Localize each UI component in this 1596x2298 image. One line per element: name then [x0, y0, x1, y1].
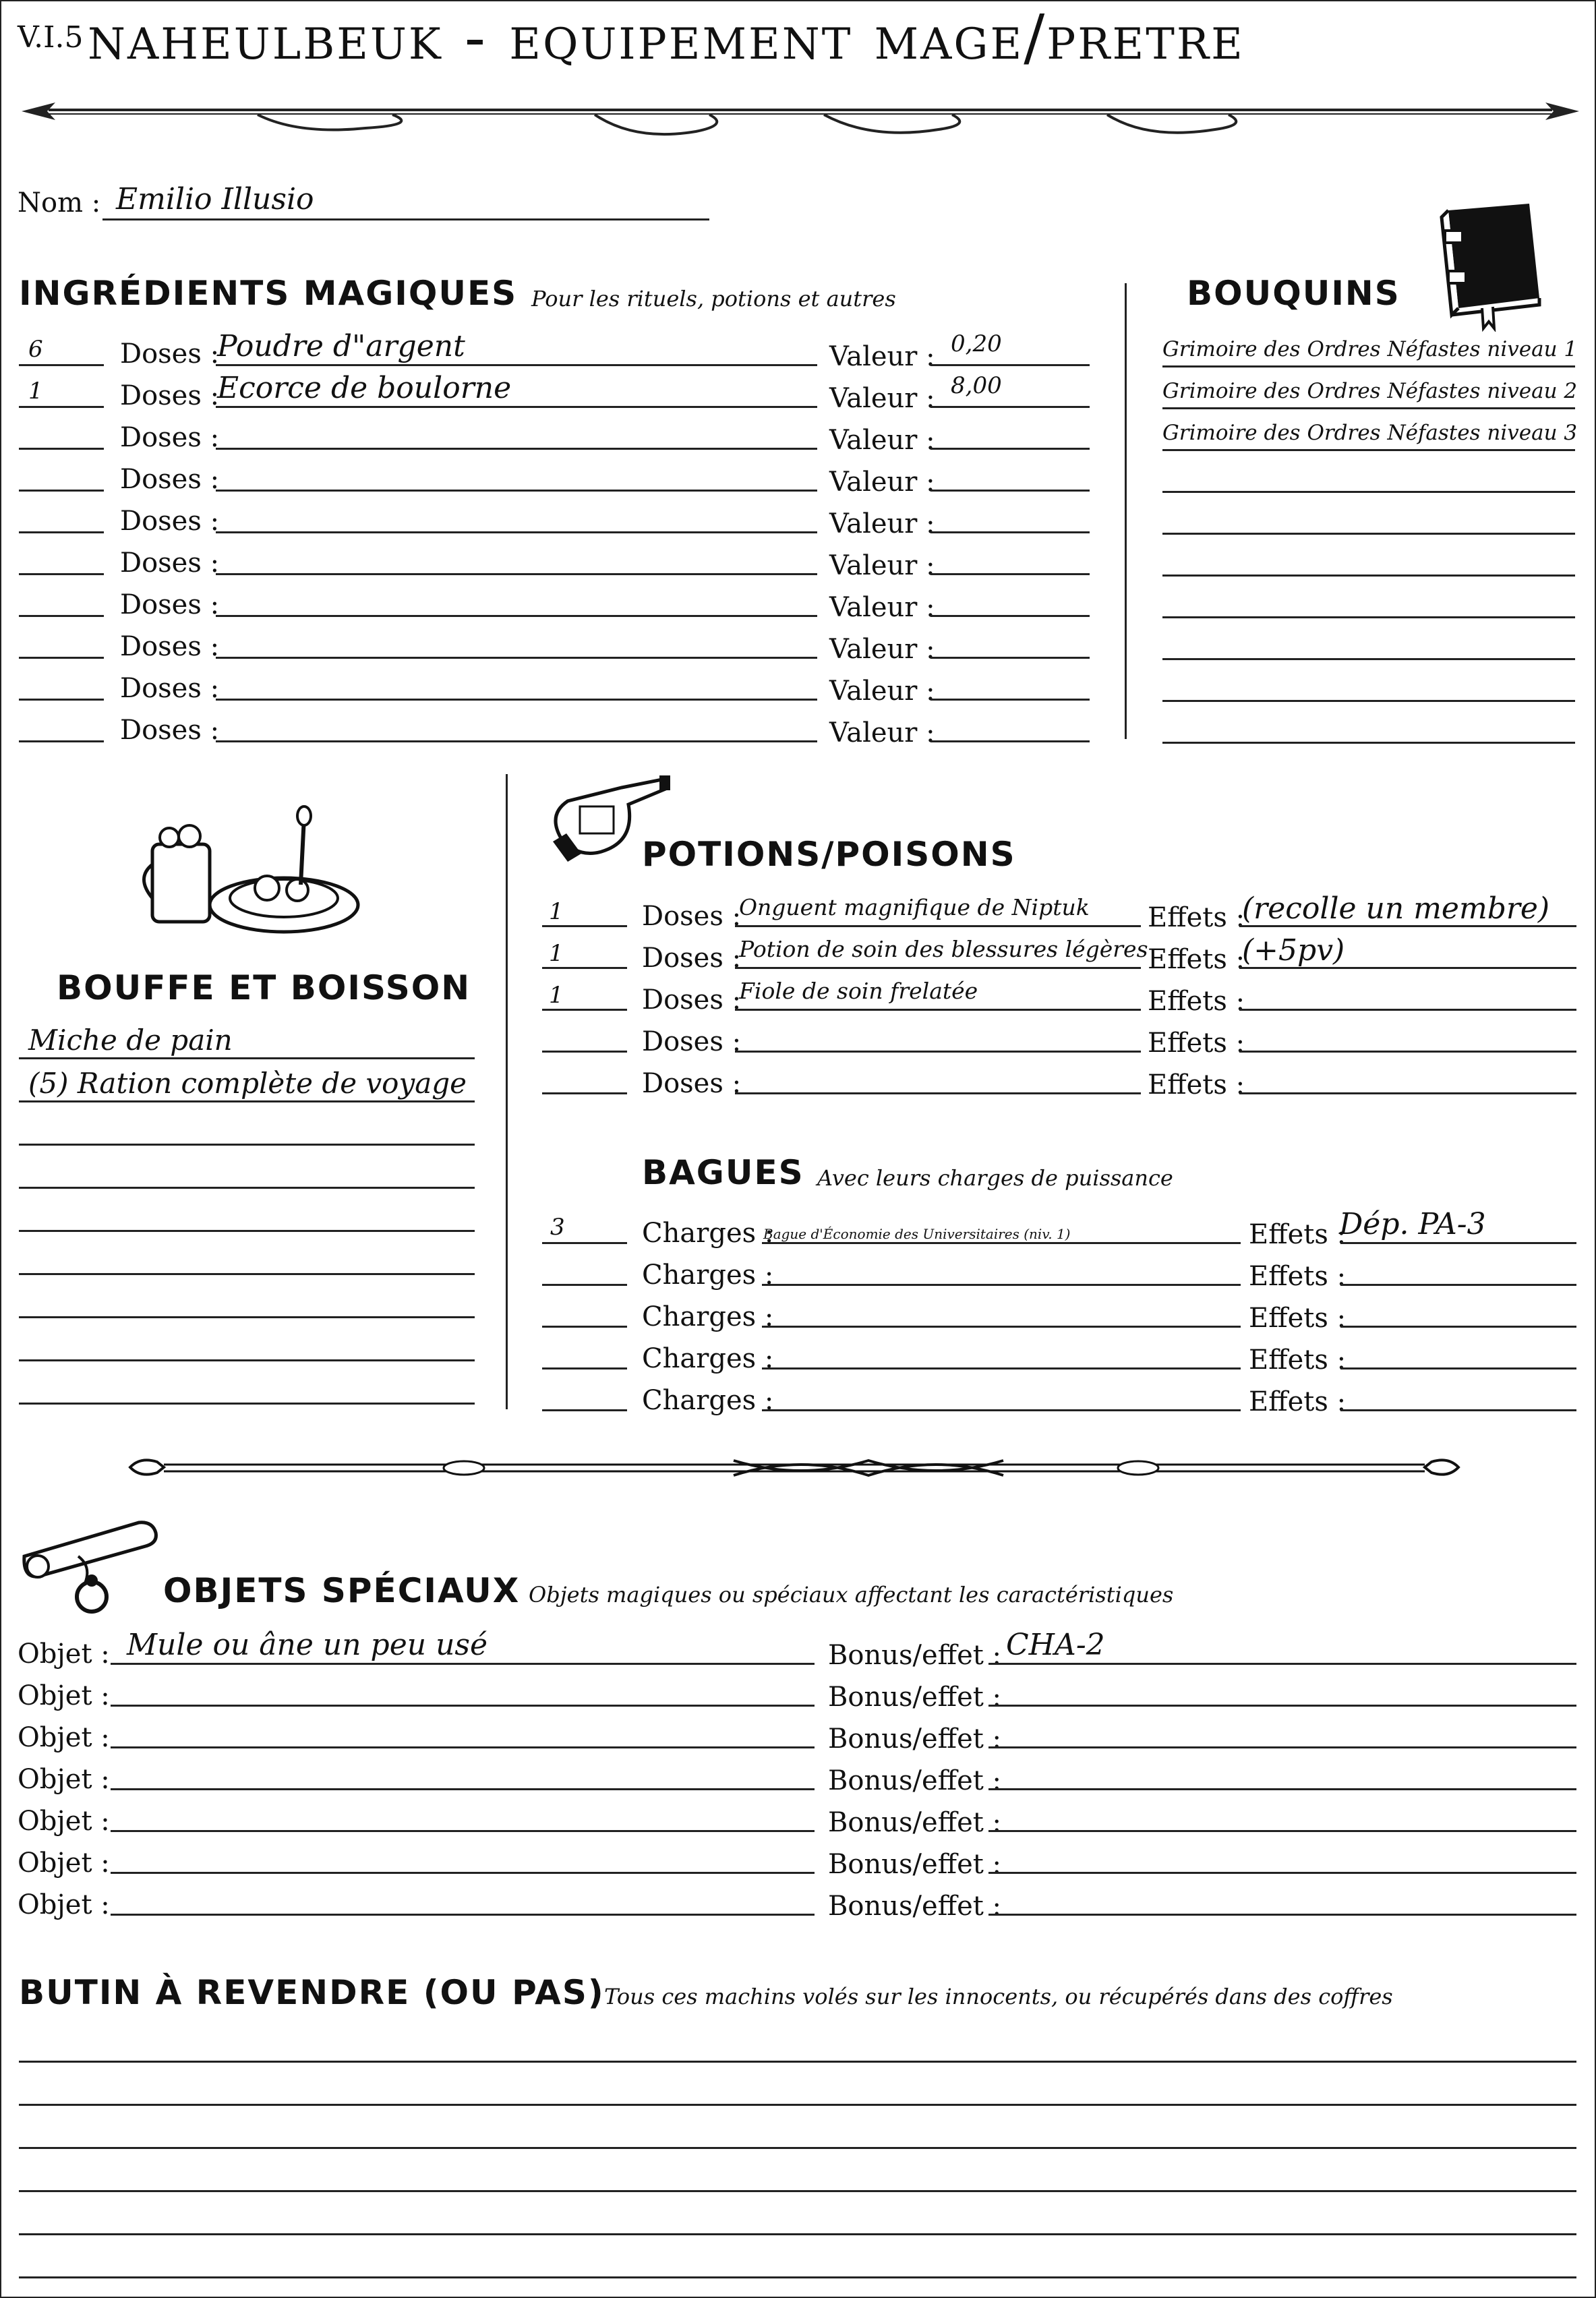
- ingredient-doses-label: Doses :: [120, 715, 220, 746]
- ring-effect-line: [1340, 1284, 1576, 1286]
- potion-name[interactable]: Fiole de soin frelatée: [739, 978, 978, 1004]
- ring-effect-line: [1340, 1409, 1576, 1411]
- object-bonus-line: [988, 1746, 1576, 1748]
- object-bonus-line: [988, 1830, 1576, 1832]
- ingredient-name-line: [216, 448, 817, 450]
- ingredient-doses-label: Doses :: [120, 338, 220, 370]
- ingredient-doses-label: Doses :: [120, 548, 220, 579]
- object-bonus-label: Bonus/effet :: [828, 1765, 1002, 1796]
- book-line: [1162, 365, 1575, 367]
- ring-qty-line: [542, 1367, 627, 1369]
- name-label: Nom :: [18, 187, 101, 218]
- ingredient-qty[interactable]: 1: [28, 378, 43, 405]
- potion-doses-label: Doses :: [642, 1068, 742, 1099]
- loot-line[interactable]: [19, 2190, 1576, 2192]
- object-label: Objet :: [18, 1639, 110, 1670]
- object-bonus-label: Bonus/effet :: [828, 1807, 1002, 1838]
- book-line: [1162, 658, 1575, 660]
- object-bonus-line: [988, 1914, 1576, 1916]
- ingredient-doses-label: Doses :: [120, 589, 220, 620]
- ingredient-value-label: Valeur :: [829, 508, 935, 539]
- spear-divider-icon: [15, 88, 1586, 142]
- ring-name-line: [762, 1409, 1241, 1411]
- grimoire-book-icon: [1435, 197, 1549, 332]
- ring-effect-label: Effets :: [1249, 1345, 1347, 1376]
- version-label: V.I.5: [18, 20, 84, 55]
- ingredient-value[interactable]: 0,20: [951, 330, 1002, 357]
- scroll-and-ring-icon: [18, 1509, 166, 1617]
- object-bonus-line: [988, 1788, 1576, 1790]
- potion-qty[interactable]: 1: [549, 982, 564, 1009]
- ingredient-qty-line: [19, 699, 104, 701]
- ring-qty-line: [542, 1409, 627, 1411]
- ring-qty-line: [542, 1242, 627, 1244]
- object-name-line: [111, 1746, 815, 1748]
- ring-effect-label: Effets :: [1249, 1386, 1347, 1417]
- potion-effect[interactable]: (recolle un membre): [1242, 891, 1550, 926]
- ingredient-value-line: [930, 740, 1090, 742]
- potion-effect-label: Effets :: [1148, 986, 1245, 1017]
- food-line: [19, 1273, 475, 1275]
- ring-name-line: [762, 1242, 1241, 1244]
- potion-doses-label: Doses :: [642, 943, 742, 974]
- book-line: [1162, 574, 1575, 577]
- ingredients-note: Pour les rituels, potions et autres: [531, 286, 896, 312]
- ring-name-line: [762, 1326, 1241, 1328]
- ingredient-qty[interactable]: 6: [28, 336, 43, 363]
- ingredient-doses-label: Doses :: [120, 673, 220, 704]
- ingredient-qty-line: [19, 615, 104, 617]
- object-bonus-label: Bonus/effet :: [828, 1640, 1002, 1671]
- loot-line[interactable]: [19, 2276, 1576, 2278]
- ingredient-value-line: [930, 448, 1090, 450]
- ingredient-qty-line: [19, 406, 104, 408]
- object-label: Objet :: [18, 1848, 110, 1879]
- object-name-line: [111, 1872, 815, 1874]
- ring-qty[interactable]: 3: [550, 1214, 565, 1241]
- food-line: [19, 1359, 475, 1361]
- name-field[interactable]: Emilio Illusio: [116, 182, 314, 216]
- object-name-line: [111, 1705, 815, 1707]
- ingredient-qty-line: [19, 573, 104, 575]
- objets-note: Objets magiques ou spéciaux affectant les caractéristiques: [529, 1582, 1174, 1608]
- book-line: [1162, 449, 1575, 451]
- ingredient-doses-label: Doses :: [120, 380, 220, 411]
- ingredient-qty-line: [19, 531, 104, 533]
- ingredient-value-line: [930, 406, 1090, 408]
- page-title: naheulbeuk - equipement mage/pretre: [88, 1, 1245, 73]
- ingredient-value-label: Valeur :: [829, 676, 935, 707]
- object-bonus[interactable]: CHA-2: [1006, 1628, 1105, 1662]
- ingredient-name-line: [216, 406, 817, 408]
- butin-title: BUTIN À REVENDRE (OU PAS): [19, 1973, 605, 2012]
- potion-name-line: [735, 1051, 1141, 1053]
- ingredient-qty-line: [19, 490, 104, 492]
- ingredient-value-label: Valeur :: [829, 550, 935, 581]
- bagues-note: Avec leurs charges de puissance: [817, 1165, 1173, 1191]
- object-name[interactable]: Mule ou âne un peu usé: [127, 1628, 488, 1662]
- food-line: [19, 1187, 475, 1189]
- ingredient-name-line: [216, 490, 817, 492]
- ring-effect[interactable]: Dép. PA-3: [1339, 1207, 1486, 1241]
- book-entry[interactable]: Grimoire des Ordres Néfastes niveau 1: [1162, 337, 1578, 361]
- food-plate-and-mug-icon: [139, 804, 361, 939]
- ring-charges-label: Charges :: [642, 1218, 774, 1249]
- book-line: [1162, 742, 1575, 744]
- potion-qty[interactable]: 1: [549, 940, 564, 967]
- objets-title: OBJETS SPÉCIAUX: [163, 1571, 521, 1610]
- ingredient-value-line: [930, 573, 1090, 575]
- book-entry[interactable]: Grimoire des Ordres Néfastes niveau 2: [1162, 379, 1578, 403]
- ring-effect-label: Effets :: [1249, 1303, 1347, 1334]
- potion-effect[interactable]: (+5pv): [1242, 933, 1345, 968]
- ring-effect-line: [1340, 1242, 1576, 1244]
- food-line: [19, 1057, 475, 1059]
- ring-qty-line: [542, 1284, 627, 1286]
- object-bonus-line: [988, 1663, 1576, 1665]
- ring-effect-label: Effets :: [1249, 1261, 1347, 1292]
- loot-line[interactable]: [19, 2104, 1576, 2106]
- object-bonus-label: Bonus/effet :: [828, 1682, 1002, 1713]
- food-entry[interactable]: Miche de pain: [28, 1024, 233, 1057]
- object-bonus-label: Bonus/effet :: [828, 1849, 1002, 1880]
- ring-charges-label: Charges :: [642, 1301, 774, 1332]
- potion-effect-label: Effets :: [1148, 944, 1245, 975]
- book-line: [1162, 407, 1575, 409]
- object-bonus-label: Bonus/effet :: [828, 1891, 1002, 1922]
- column-divider: [1125, 283, 1127, 739]
- book-entry[interactable]: Grimoire des Ordres Néfastes niveau 3: [1162, 421, 1578, 445]
- loot-line[interactable]: [19, 2061, 1576, 2063]
- bouquins-title: BOUQUINS: [1187, 274, 1400, 313]
- ring-effect-label: Effets :: [1249, 1219, 1347, 1250]
- potion-name[interactable]: Potion de soin des blessures légères: [739, 936, 1148, 962]
- name-line: [102, 218, 709, 220]
- food-line: [19, 1403, 475, 1405]
- ring-name-line: [762, 1284, 1241, 1286]
- ingredient-value-line: [930, 364, 1090, 366]
- ingredient-qty-line: [19, 364, 104, 366]
- book-line: [1162, 533, 1575, 535]
- ingredients-title: INGRÉDIENTS MAGIQUES: [19, 274, 518, 313]
- potion-name[interactable]: Onguent magnifique de Niptuk: [739, 894, 1090, 920]
- object-bonus-line: [988, 1872, 1576, 1874]
- ingredient-doses-label: Doses :: [120, 464, 220, 495]
- ingredient-value-line: [930, 531, 1090, 533]
- potion-name-line: [735, 1009, 1141, 1011]
- book-line: [1162, 616, 1575, 618]
- bouffe-title: BOUFFE ET BOISSON: [57, 968, 471, 1007]
- loot-line[interactable]: [19, 2233, 1576, 2235]
- ingredient-value-label: Valeur :: [829, 717, 935, 748]
- potion-qty-line: [542, 1009, 627, 1011]
- ring-charges-label: Charges :: [642, 1385, 774, 1416]
- ring-name-line: [762, 1367, 1241, 1369]
- food-line: [19, 1316, 475, 1318]
- ingredient-qty-line: [19, 740, 104, 742]
- food-line: [19, 1100, 475, 1102]
- loot-line[interactable]: [19, 2147, 1576, 2149]
- potion-effect-line: [1239, 1051, 1576, 1053]
- ingredient-value-label: Valeur :: [829, 341, 935, 372]
- ring-effect-line: [1340, 1326, 1576, 1328]
- potion-qty-line: [542, 925, 627, 927]
- ring-charges-label: Charges :: [642, 1260, 774, 1291]
- ingredient-name-line: [216, 740, 817, 742]
- object-label: Objet :: [18, 1889, 110, 1920]
- potion-qty-line: [542, 967, 627, 969]
- column-divider-2: [506, 774, 508, 1409]
- object-name-line: [111, 1830, 815, 1832]
- potion-qty-line: [542, 1051, 627, 1053]
- object-bonus-line: [988, 1705, 1576, 1707]
- ingredient-value-label: Valeur :: [829, 383, 935, 414]
- potion-name-line: [735, 1092, 1141, 1094]
- ring-effect-line: [1340, 1367, 1576, 1369]
- food-line: [19, 1230, 475, 1232]
- object-label: Objet :: [18, 1680, 110, 1711]
- potion-doses-label: Doses :: [642, 1026, 742, 1057]
- potion-qty-line: [542, 1092, 627, 1094]
- object-bonus-label: Bonus/effet :: [828, 1724, 1002, 1755]
- potion-effect-line: [1239, 1092, 1576, 1094]
- ingredient-value-label: Valeur :: [829, 467, 935, 498]
- ingredient-value-line: [930, 699, 1090, 701]
- potion-doses-label: Doses :: [642, 901, 742, 932]
- ingredient-name-line: [216, 699, 817, 701]
- ingredient-name-line: [216, 615, 817, 617]
- ingredient-value-label: Valeur :: [829, 592, 935, 623]
- food-line: [19, 1144, 475, 1146]
- ingredient-value-line: [930, 490, 1090, 492]
- ingredient-value-line: [930, 657, 1090, 659]
- ingredient-name-line: [216, 531, 817, 533]
- ingredient-value-line: [930, 615, 1090, 617]
- bagues-title: BAGUES: [642, 1153, 804, 1192]
- book-line: [1162, 491, 1575, 493]
- object-name-line: [111, 1914, 815, 1916]
- object-label: Objet :: [18, 1806, 110, 1837]
- ingredient-doses-label: Doses :: [120, 631, 220, 662]
- potion-effect-line: [1239, 1009, 1576, 1011]
- ingredient-name[interactable]: Ecorce de boulorne: [217, 371, 512, 405]
- ring-charges-label: Charges :: [642, 1343, 774, 1374]
- potion-effect-label: Effets :: [1148, 1028, 1245, 1059]
- ingredient-value[interactable]: 8,00: [951, 372, 1002, 399]
- object-label: Objet :: [18, 1722, 110, 1753]
- book-line: [1162, 700, 1575, 702]
- ingredient-name-line: [216, 364, 817, 366]
- butin-note: Tous ces machins volés sur les innocents, ou récupérés dans des coffres: [604, 1984, 1393, 2009]
- ring-name[interactable]: Bague d'Économie des Universitaires (niv. 1): [763, 1226, 1071, 1242]
- potion-effect-label: Effets :: [1148, 902, 1245, 933]
- ingredient-name[interactable]: Poudre d"argent: [217, 329, 465, 363]
- potion-qty[interactable]: 1: [549, 898, 564, 925]
- ingredient-value-label: Valeur :: [829, 634, 935, 665]
- ingredient-qty-line: [19, 448, 104, 450]
- food-entry[interactable]: (5) Ration complète de voyage: [28, 1067, 467, 1100]
- ingredient-doses-label: Doses :: [120, 506, 220, 537]
- ingredient-name-line: [216, 573, 817, 575]
- potion-name-line: [735, 967, 1141, 969]
- ingredient-value-label: Valeur :: [829, 425, 935, 456]
- potions-title: POTIONS/POISONS: [642, 835, 1016, 874]
- ingredient-qty-line: [19, 657, 104, 659]
- ingredient-name-line: [216, 657, 817, 659]
- potion-name-line: [735, 925, 1141, 927]
- twisted-staff-divider-icon: [127, 1447, 1462, 1487]
- object-label: Objet :: [18, 1764, 110, 1795]
- potion-doses-label: Doses :: [642, 984, 742, 1015]
- object-name-line: [111, 1788, 815, 1790]
- potion-effect-label: Effets :: [1148, 1069, 1245, 1100]
- ingredient-doses-label: Doses :: [120, 422, 220, 453]
- object-name-line: [111, 1663, 815, 1665]
- ring-qty-line: [542, 1326, 627, 1328]
